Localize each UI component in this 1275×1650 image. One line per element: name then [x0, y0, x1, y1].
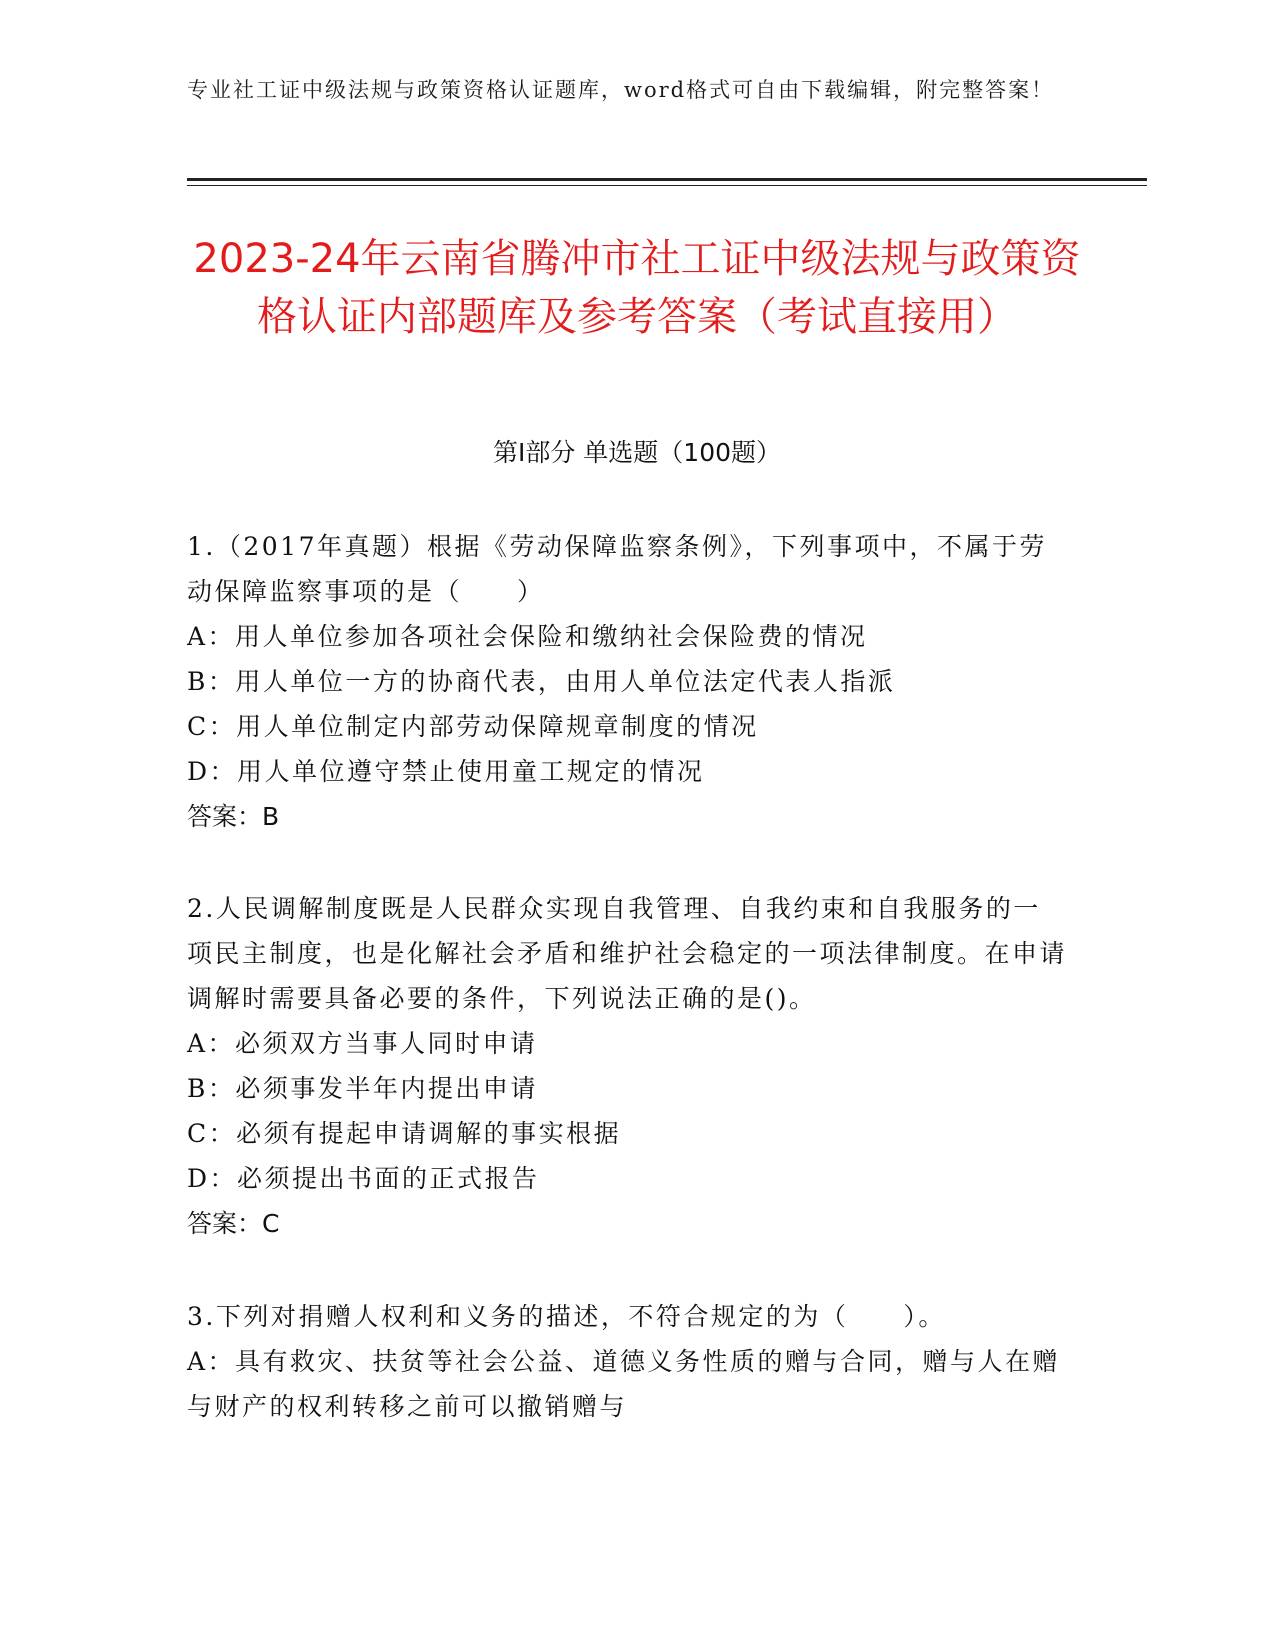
header-note: 专业社工证中级法规与政策资格认证题库，word格式可自由下载编辑，附完整答案！: [187, 78, 1055, 102]
option-a: A：用人单位参加各项社会保险和缴纳社会保险费的情况: [187, 622, 868, 651]
option-a: A：具有救灾、扶贫等社会公益、道德义务性质的赠与合同，赠与人在赠与财产的权利转移之前可以撤销赠与: [187, 1347, 1061, 1421]
option-c: C：用人单位制定内部劳动保障规章制度的情况: [187, 712, 759, 741]
header-rule-thin: [187, 185, 1147, 186]
question-1: [187, 524, 1067, 839]
option-a: A：必须双方当事人同时申请: [187, 1029, 538, 1058]
document-title: 2023-24年云南省腾冲市社工证中级法规与政策资格认证内部题库及参考答案（考试直接用）: [193, 236, 1081, 340]
answer: 答案：C: [187, 1209, 280, 1238]
option-b: B：用人单位一方的协商代表，由用人单位法定代表人指派: [187, 667, 896, 696]
header-rule-thick: [187, 178, 1147, 181]
question-stem: 3.下列对捐赠人权利和义务的描述，不符合规定的为（ ）。: [187, 1302, 946, 1331]
option-b: B：必须事发半年内提出申请: [187, 1074, 538, 1103]
answer: 答案：B: [187, 802, 280, 831]
option-d: D：用人单位遵守禁止使用童工规定的情况: [187, 757, 705, 786]
question-2: [187, 886, 1067, 1246]
question-stem: 2.人民调解制度既是人民群众实现自我管理、自我约束和自我服务的一项民主制度，也是化解社会矛盾和维护社会稳定的一项法律制度。在申请调解时需要具备必要的条件，下列说法正确的是()。: [187, 894, 1068, 1013]
section-title: 第I部分 单选题（100题）: [492, 438, 782, 467]
option-d: D：必须提出书面的正式报告: [187, 1164, 540, 1193]
question-3: [187, 1294, 1067, 1429]
question-stem: 1.（2017年真题）根据《劳动保障监察条例》，下列事项中，不属于劳动保障监察事项的是（ ）: [187, 532, 1047, 606]
option-c: C：必须有提起申请调解的事实根据: [187, 1119, 622, 1148]
